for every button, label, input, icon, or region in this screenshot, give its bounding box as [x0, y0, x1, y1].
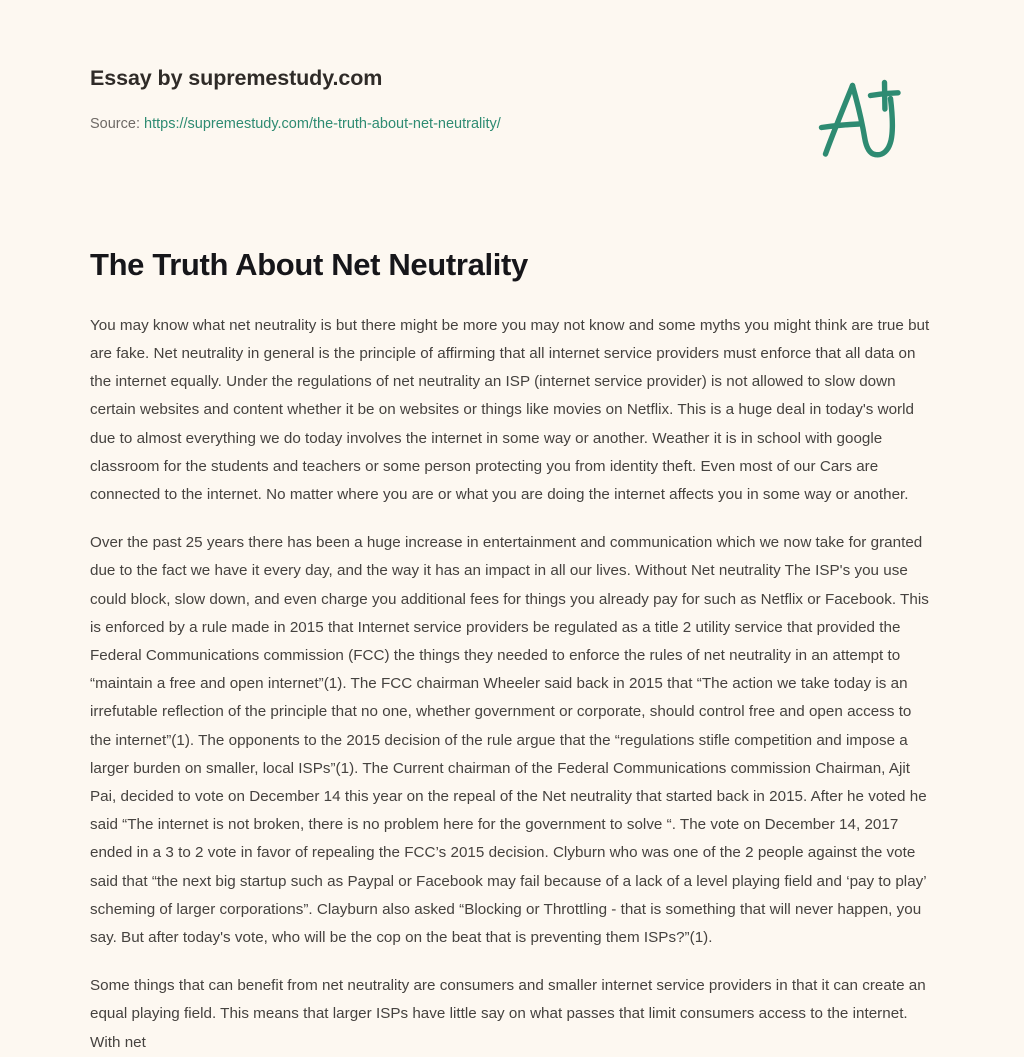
- page-header: [90, 66, 934, 176]
- page-title: The Truth About Net Neutrality: [90, 247, 528, 282]
- article-paragraph: Some things that can benefit from net neutrality are consumers and smaller internet service providers in that it can create an equal playing field. This means that larger ISPs have little say on what passes that limit consumers access to the internet. With net: [90, 977, 926, 1051]
- article-body: [90, 285, 935, 1057]
- source-label: Source:: [90, 115, 140, 132]
- source-line: [90, 92, 934, 134]
- brand-heading: Essay by supremestudy.com: [90, 66, 383, 90]
- article: [90, 246, 935, 1057]
- source-url-link[interactable]: https://supremestudy.com/the-truth-about-net-neutrality/: [144, 115, 501, 132]
- article-paragraph: Over the past 25 years there has been a huge increase in entertainment and communication which we now take for granted due to the fact we have it every day, and the way it has an impact in all our lives. Without Net neutrality The ISP's you use could block, slow down, and even charge you additional fees for things you already pay for such as Netflix or Facebook. This is enforced by a rule made in 2015 that Internet service providers be regulated as a title 2 utility service that provided the Federal Communications commission (FCC) the things they needed to enforce the rules of net neutrality in an attempt to “maintain a free and open internet”(1). The FCC chairman Wheeler said back in 2015 that “The action we take today is an irrefutable reflection of the principle that no one, whether government or corporate, should control free and open access to the internet”(1). The opponents to the 2015 decision of the rule argue that the “regulations stifle competition and impose a larger burden on smaller, local ISPs”(1). The Current chairman of the Federal Communications commission Chairman, Ajit Pai, decided to vote on December 14 this year on the repeal of the Net neutrality that started back in 2015. After he voted he said “The internet is not broken, there is no problem here for the government to solve “. The vote on December 14, 2017 ended in a 3 to 2 vote in favor of repealing the FCC’s 2015 decision. Clyburn who was one of the 2 people against the vote said that “the next big startup such as Paypal or Facebook may fail because of a lack of a level playing field and ‘pay to play’ scheming of larger corporations”. Clayburn also asked “Blocking or Throttling - that is something that will never happen, you say. But after today's vote, who will be the cop on the beat that is preventing them ISPs?”(1).: [90, 534, 929, 947]
- article-paragraph: You may know what net neutrality is but there might be more you may not know and some myths you might think are true but are fake. Net neutrality in general is the principle of affirming that all internet service providers must enforce that all data on the internet equally. Under the regulations of net neutrality an ISP (internet service provider) is not allowed to slow down certain websites and content whether it be on websites or things like movies on Netflix. This is a huge deal in today's world due to almost everything we do today involves the internet in some way or another. Weather it is in school with google classroom for the students and teachers or some person protecting you from identity theft. Even most of our Cars are connected to the internet. No matter where you are or what you are doing the internet affects you in some way or another.: [90, 316, 930, 503]
- a-plus-logo-icon: [812, 70, 908, 166]
- a-plus-logo: [812, 70, 908, 166]
